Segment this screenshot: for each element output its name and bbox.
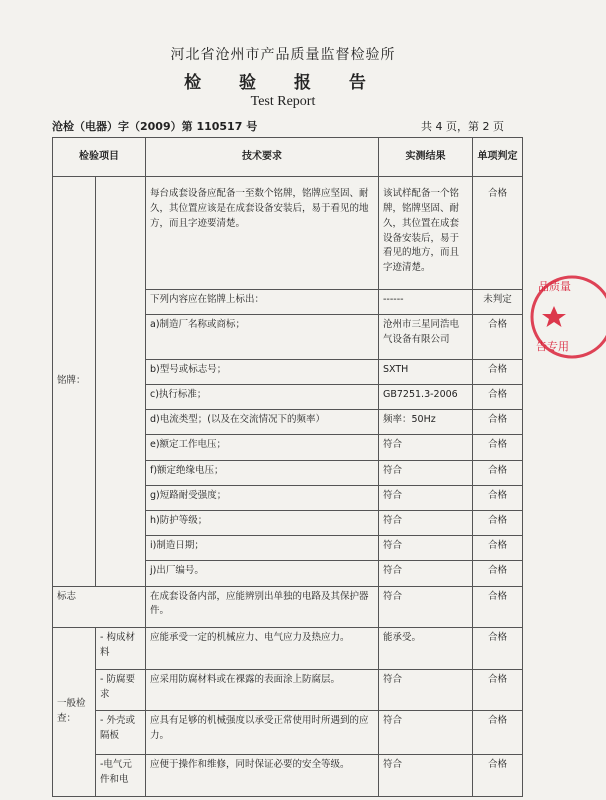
requirement-cell: 应能承受一定的机械应力、电气应力及热应力。 [146,628,379,670]
verdict-cell: 合格 [473,359,523,384]
requirement-cell: 在成套设备内部，应能辨别出单独的电路及其保护器件。 [146,586,379,628]
agency-name: 河北省沧州市产品质量监督检验所 [170,47,396,63]
table-row [53,669,523,711]
table-row [53,755,523,797]
result-cell: 符合 [379,460,473,485]
nameplate-label: 铭牌： [53,177,96,586]
result-cell: SXTH [379,359,473,384]
report-title: 检 验 报 告 [184,73,382,93]
verdict-cell: 未判定 [473,289,523,314]
result-cell: 符合 [379,485,473,510]
result-cell: 符合 [379,755,473,797]
verdict-cell: 合格 [473,384,523,409]
requirement-cell: f)额定绝缘电压； [146,460,379,485]
requirement-cell: 应采用防腐材料或在裸露的表面涂上防腐层。 [146,669,379,711]
requirement-cell: 应便于操作和维修，同时保证必要的安全等级。 [146,755,379,797]
verdict-cell: 合格 [473,314,523,359]
header-result: 实测结果 [379,138,473,177]
header-requirement: 技术要求 [146,138,379,177]
result-cell: 符合 [379,586,473,628]
verdict-cell: 合格 [473,410,523,435]
nameplate-sub-empty [96,177,146,586]
table-row [53,586,523,628]
requirement-cell: b)型号或标志号； [146,359,379,384]
result-cell: 沧州市三星同浩电气设备有限公司 [379,314,473,359]
result-cell: 符合 [379,711,473,755]
verdict-cell: 合格 [473,586,523,628]
result-cell: 符合 [379,561,473,586]
sub-item-cell: -电气元件和电 [96,755,146,797]
requirement-cell: e)额定工作电压； [146,435,379,460]
header-verdict: 单项判定 [473,138,523,177]
report-subtitle: Test Report [250,94,316,109]
verdict-cell: 合格 [473,561,523,586]
stamp-star-icon [542,306,566,327]
requirement-cell: j)出厂编号。 [146,561,379,586]
page-info: 共 4 页，第 2 页 [421,120,504,133]
sub-item-cell: - 防腐要求 [96,669,146,711]
verdict-cell: 合格 [473,711,523,755]
requirement-cell: 每台成套设备应配备一至数个铭牌，铭牌应坚固、耐久，其位置应该是在成套设备安装后，易于看见的地方，而且字迹要清楚。 [146,177,379,289]
report-number: 沧检（电器）字（2009）第 110517 号 [52,120,258,133]
table-header-row [53,138,523,177]
requirement-cell: c)执行标准； [146,384,379,409]
requirement-cell: d)电流类型；(以及在交流情况下的频率） [146,410,379,435]
marking-label: 标志 [53,586,146,628]
verdict-cell: 合格 [473,536,523,561]
table-row [53,177,523,289]
result-cell: 该试样配备一个铭牌，铭牌坚固、耐久，其位置在成套设备安装后，易于看见的地方，而且字迹清楚。 [379,177,473,289]
requirement-cell: h)防护等级； [146,510,379,535]
sub-item-cell: - 构成材料 [96,628,146,670]
requirement-cell: 下列内容应在铭牌上标出： [146,289,379,314]
verdict-cell: 合格 [473,628,523,670]
result-cell: 符合 [379,536,473,561]
verdict-cell: 合格 [473,177,523,289]
requirement-cell: g)短路耐受强度； [146,485,379,510]
stamp-text-top: 品质量 [538,280,571,293]
stamp-ring [532,277,606,357]
result-cell: 频率：50Hz [379,410,473,435]
result-cell: 符合 [379,510,473,535]
inspection-table [52,137,523,797]
sub-item-cell: - 外壳或隔板 [96,711,146,755]
verdict-cell: 合格 [473,435,523,460]
result-cell: 符合 [379,435,473,460]
header-item: 检验项目 [53,138,146,177]
stamp-text-bottom: 告专用 [536,340,569,353]
verdict-cell: 合格 [473,485,523,510]
table-row [53,628,523,670]
requirement-cell: a)制造厂名称或商标； [146,314,379,359]
official-seal-stamp [532,262,606,372]
requirement-cell: i)制造日期； [146,536,379,561]
result-cell: 符合 [379,669,473,711]
verdict-cell: 合格 [473,755,523,797]
result-cell: ------ [379,289,473,314]
verdict-cell: 合格 [473,510,523,535]
requirement-cell: 应具有足够的机械强度以承受正常使用时所遇到的应力。 [146,711,379,755]
result-cell: 能承受。 [379,628,473,670]
table-row [53,711,523,755]
verdict-cell: 合格 [473,460,523,485]
result-cell: GB7251.3-2006 [379,384,473,409]
general-label: 一般检查： [53,628,96,797]
verdict-cell: 合格 [473,669,523,711]
